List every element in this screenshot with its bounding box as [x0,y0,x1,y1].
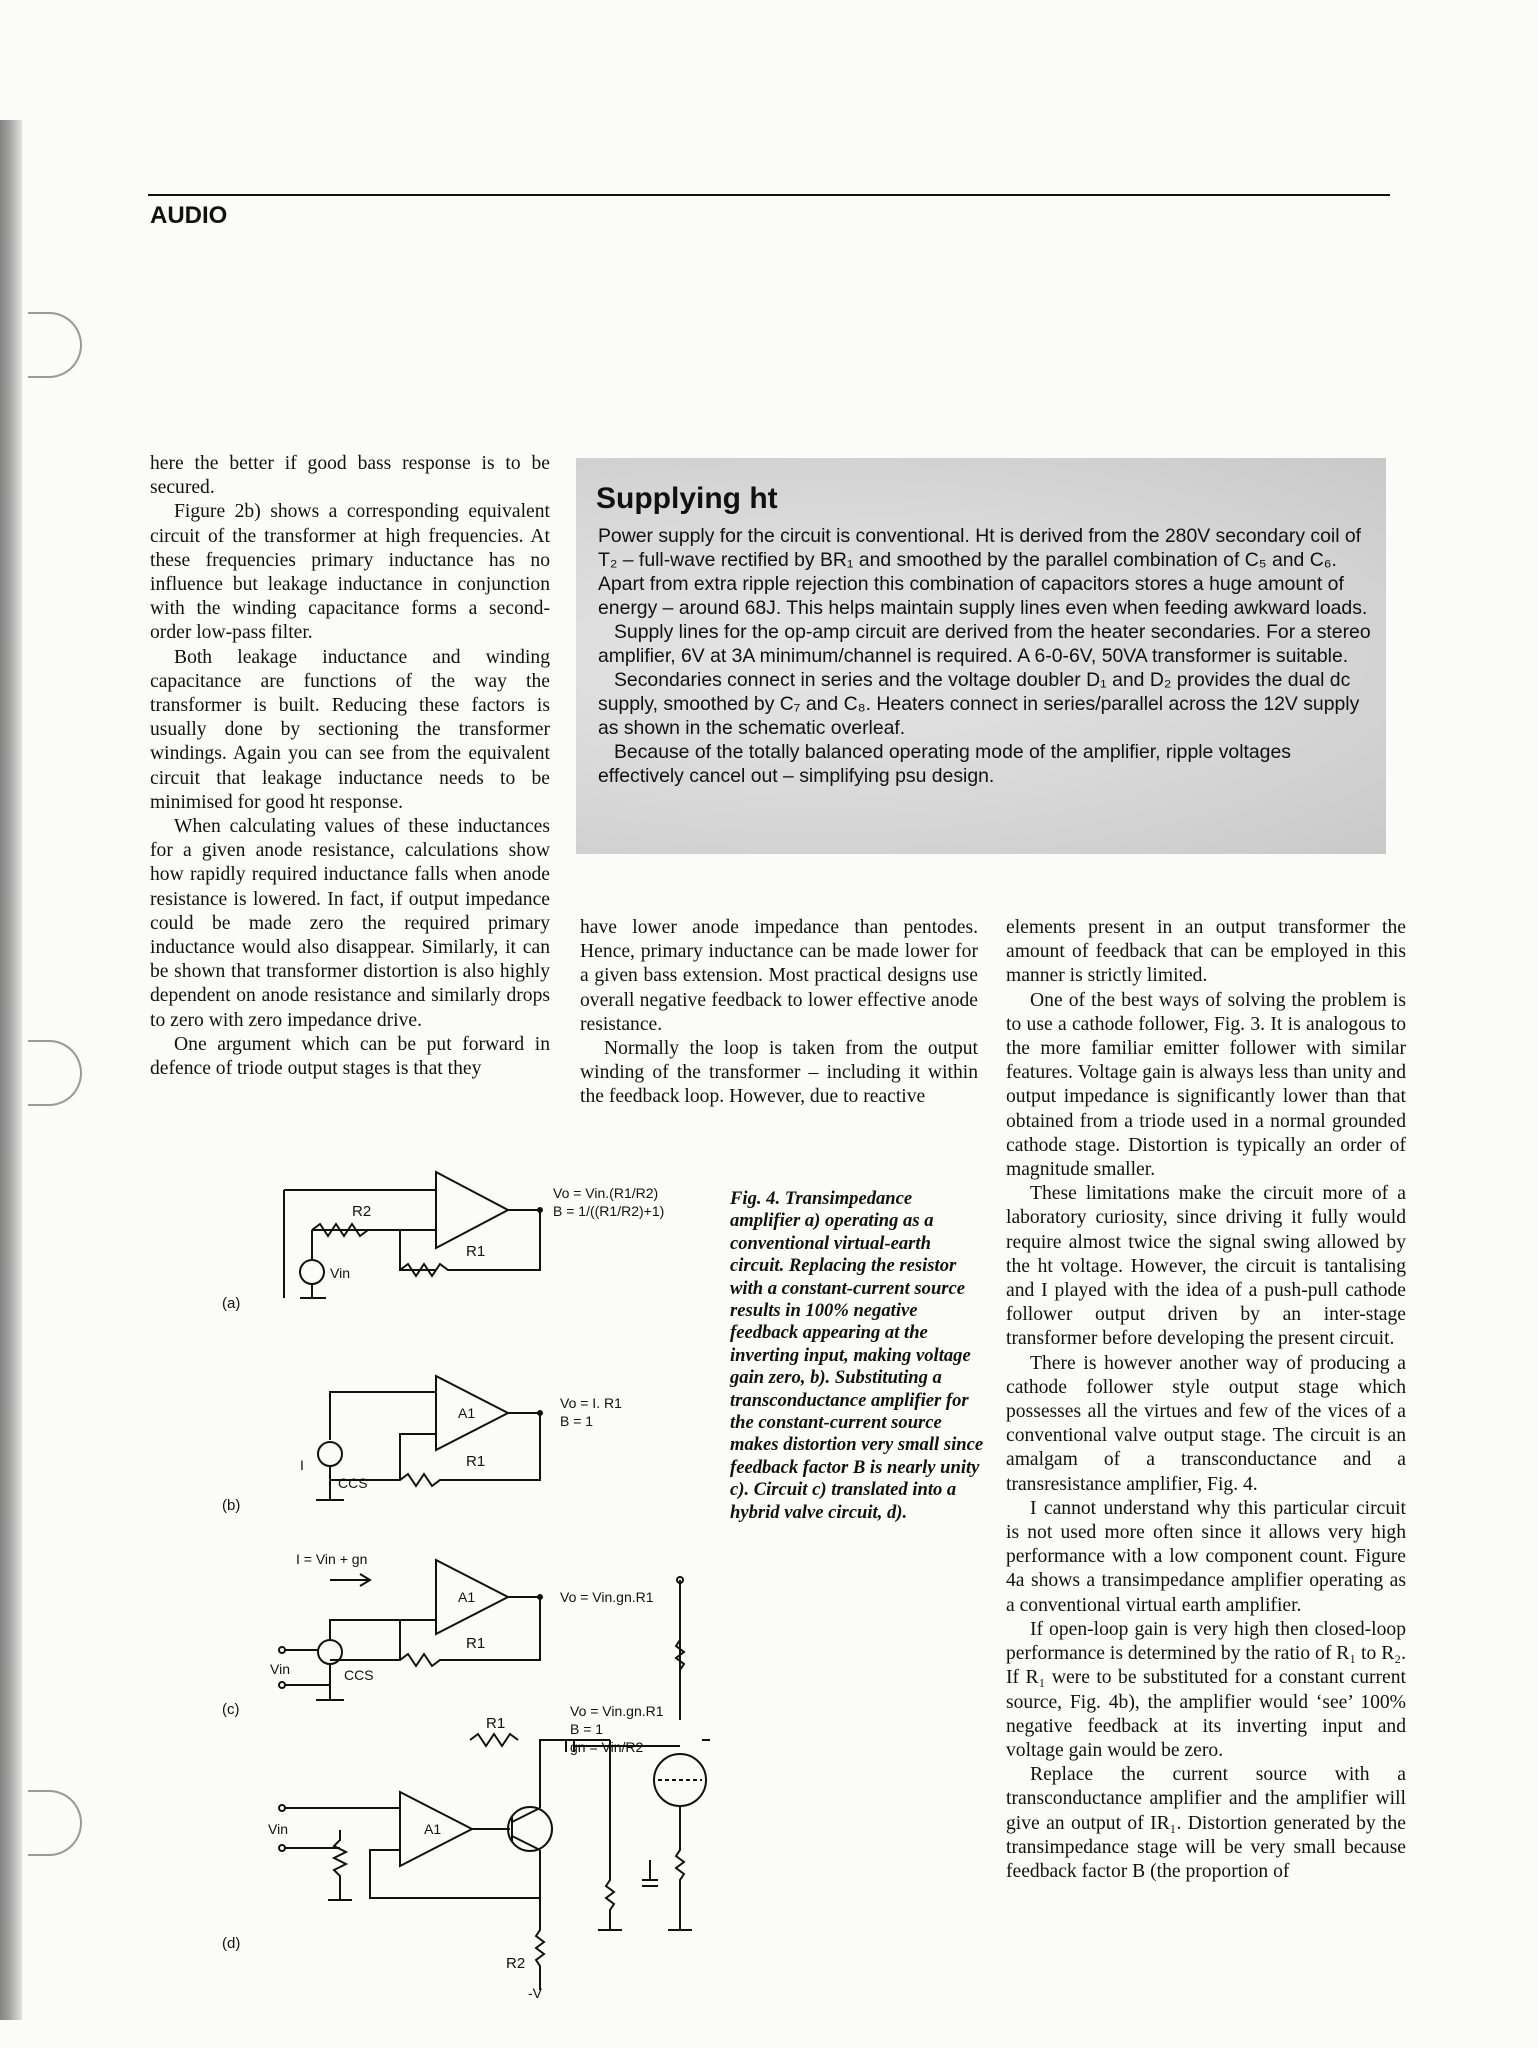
equation: B = 1/((R1/R2)+1) [553,1203,665,1219]
label-panel-a: (a) [222,1295,241,1312]
label-a1: A1 [458,1589,476,1605]
binding-shadow [0,120,22,2020]
sidebar-box [576,458,1386,854]
text-column-3 [1006,916,1406,1884]
equation: gn = Vin/R2 [570,1739,644,1755]
circuit-a [222,1172,664,1312]
equation: Vo = Vin.(R1/R2) [553,1185,659,1201]
header-rule [148,194,1390,196]
circuit-c [222,1551,654,1718]
equation: B = 1 [570,1721,604,1737]
paragraph: If open-loop gain is very high then closed-loop performance is determined by the ratio of R₁ to R₂. If R₁ were to be substituted for a constant current source, Fig. 4b), the amplifier would ‘see’ 100% negative feedback at its inverting input and voltage gain would be zero. [1006,1618,1406,1761]
label-r1: R1 [466,1243,486,1260]
equation: Vo = I. R1 [560,1395,622,1411]
label-vin: Vin [330,1265,350,1281]
text-column-1 [150,452,550,1081]
paragraph: I cannot understand why this particular circuit is not used more often since it allows very high performance with a low component count. Figure 4a shows a transimpedance amplifier operating as a conventional virtual earth amplifier. [1006,1497,1406,1616]
text-column-2 [580,916,978,1110]
paragraph: Because of the totally balanced operating mode of the amplifier, ripple voltages effectively cancel out – simplifying psu design. [598,741,1291,787]
label-panel-c: (c) [222,1701,240,1718]
paragraph: One of the best ways of solving the problem is to use a cathode follower, Fig. 3. It is analogous to the more familiar emitter follower with similar features. Voltage gain is always less than unity and output impedance is significantly lower than that obtained from a triode used in a normal grounded cathode stage. Distortion is typically an order of magnitude smaller. [1006,989,1406,1181]
label-panel-d: (d) [222,1935,241,1952]
paragraph: here the better if good bass response is to be secured. [150,453,550,499]
sidebar-title: Supplying ht [596,482,778,515]
paragraph: Secondaries connect in series and the voltage doubler D₁ and D₂ provides the dual dc supply, smoothed by C₇ and C₈. Heaters connect in series/parallel across the 12V supply as shown in the schematic overleaf. [598,669,1360,739]
label-neg-supply: -V [528,1985,542,2000]
circuit-diagram [210,1140,710,2000]
label-r1: R1 [466,1453,486,1470]
paragraph: These limitations make the circuit more of a laboratory curiosity, since driving it fully would require almost twice the signal swing allowed by the ht voltage. However, the circuit is tantalising and I played with the idea of a push-pull cathode follower output driven by an inter-stage transformer before developing the present circuit. [1006,1183,1406,1350]
label-a1: A1 [424,1821,442,1837]
circuit-b [222,1376,622,1514]
label-ccs: CCS [338,1475,368,1491]
label-vin: Vin [270,1661,290,1677]
figure-caption: Fig. 4. Transimpedance amplifier a) operating as a conventional virtual-earth circuit. Replacing the resistor with a constant-current source results in 100% negative feedback appearing at the inverting input, making voltage gain zero, b). Substituting a transconductance amplifier for the constant-current source makes distortion very small since feedback factor B is nearly unity c). Circuit c) translated into a hybrid valve circuit, d). [730,1188,984,1523]
section-heading: AUDIO [150,202,228,229]
label-panel-b: (b) [222,1497,241,1514]
equation: Vo = Vin.gn.R1 [570,1703,664,1719]
label-i: I [300,1457,304,1473]
label-r2: R2 [506,1955,526,1972]
punch-hole [28,1040,82,1106]
equation: B = 1 [560,1413,594,1429]
paragraph: Replace the current source with a transconductance amplifier and the amplifier will give an output of IR₁. Distortion generated by the transimpedance stage will be very small because feedback factor B (the proportion of [1006,1764,1406,1882]
paragraph: Figure 2b) shows a corresponding equivalent circuit of the transformer at high frequencies. At these frequencies primary inductance has no influence but leakage inductance in conjunction with the winding capacitance forms a second-order low-pass filter. [150,501,550,644]
paragraph: There is however another way of producing a cathode follower style output stage which possesses all the virtues and few of the vices of a conventional valve output stage. The circuit is an amalgam of a transconductance and a transresistance amplifier, Fig. 4. [1006,1352,1406,1495]
paragraph: have lower anode impedance than pentodes. Hence, primary inductance can be made lower for a given bass extension. Most practical designs use overall negative feedback to lower effective anode resistance. [580,917,978,1035]
label-a1: A1 [458,1405,476,1421]
label-r2: R2 [352,1203,372,1220]
label-r1: R1 [486,1715,506,1732]
punch-hole [28,1790,82,1856]
paragraph: Supply lines for the op-amp circuit are derived from the heater secondaries. For a stereo amplifier, 6V at 3A minimum/channel is required. A 6-0-6V, 50VA transformer is suitable. [598,621,1371,667]
label-current: I = Vin + gn [296,1551,368,1567]
label-vin: Vin [268,1821,288,1837]
equation: Vo = Vin.gn.R1 [560,1589,654,1605]
sidebar-body [598,524,1378,788]
paragraph: elements present in an output transformer the amount of feedback that can be employed in this manner is strictly limited. [1006,917,1406,987]
paragraph: Both leakage inductance and winding capacitance are functions of the way the transformer is built. Reducing these factors is usually done by sectioning the transformer windings. Again you can see from the equivalent circuit that leakage inductance needs to be minimised for good ht response. [150,646,550,813]
paragraph: Power supply for the circuit is conventional. Ht is derived from the 280V secondary coil of T₂ – full-wave rectified by BR₁ and smoothed by the parallel combination of C₅ and C₆. Apart from extra ripple rejection this combination of capacitors stores a huge amount of energy – around 68J. This helps maintain supply lines even when feeding awkward loads. [598,525,1368,619]
paragraph: Normally the loop is taken from the output winding of the transformer – including it within the feedback loop. However, due to reactive [580,1038,978,1108]
label-ccs: CCS [344,1667,374,1683]
label-r1: R1 [466,1635,486,1652]
paragraph: When calculating values of these inductances for a given anode resistance, calculations show how rapidly required inductance falls when anode resistance is lowered. In fact, if output impedance could be made zero the required primary inductance would also disappear. Similarly, it can be shown that transformer distortion is also highly dependent on anode resistance and similarly drops to zero with zero impedance drive. [150,816,550,1031]
punch-hole [28,312,82,378]
paragraph: One argument which can be put forward in defence of triode output stages is that they [150,1033,550,1080]
